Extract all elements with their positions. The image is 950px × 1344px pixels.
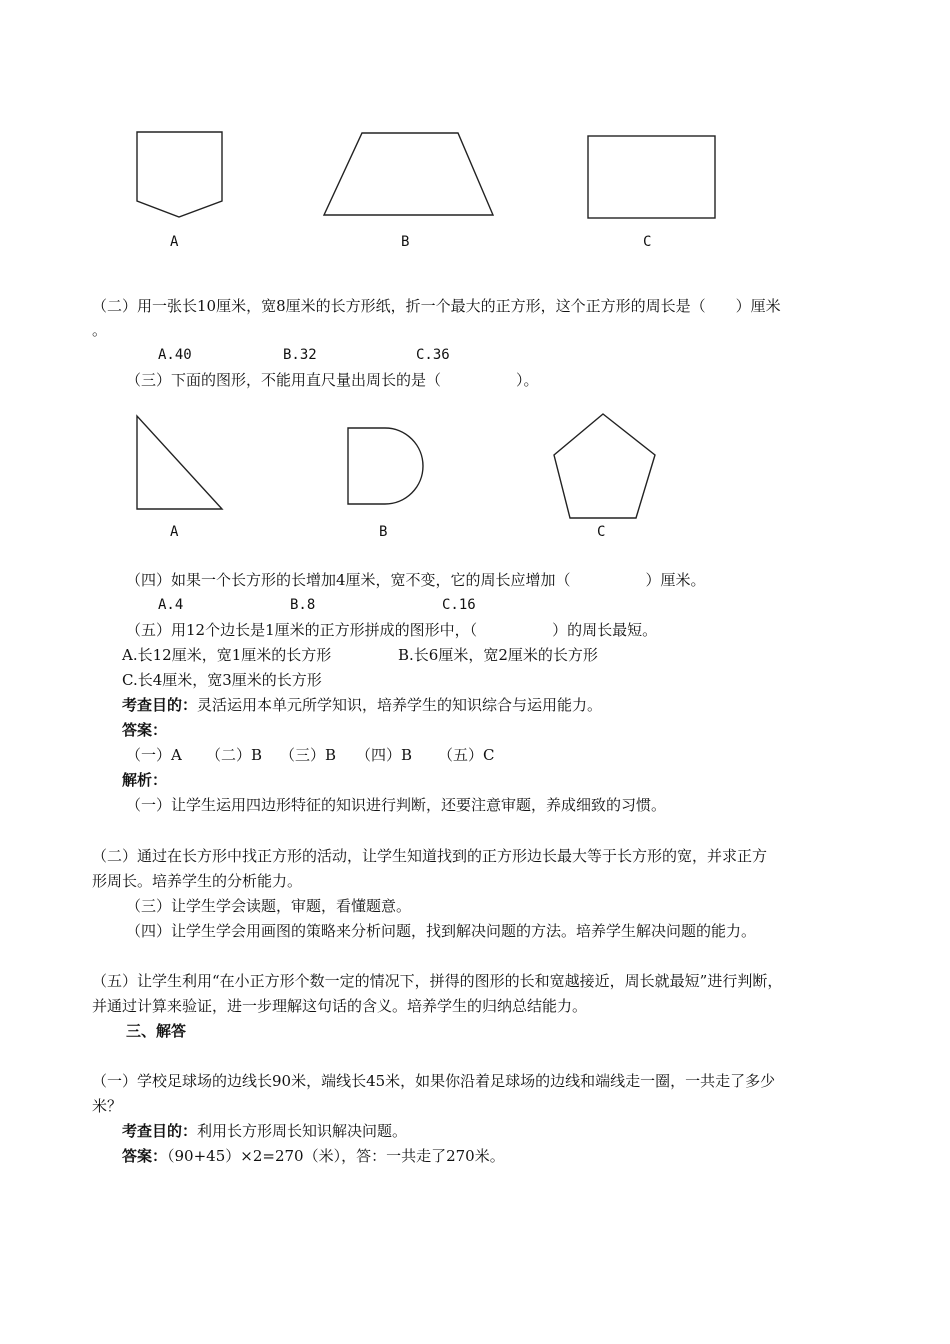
analysis-5-line-1: （五）让学生利用“在小正方形个数一定的情况下，拼得的图形的长和宽越接近，周长就最短”进行判断， [92,972,783,990]
analysis-5-line-2: 并通过计算来验证，进一步理解这句话的含义。培养学生的归纳总结能力。 [92,997,588,1015]
answer-label: 答案： [122,721,168,739]
purpose-text: 灵活运用本单元所学知识，培养学生的知识综合与运用能力。 [197,696,603,714]
figure-label-b: B [401,234,410,250]
question-4-option-b: B.8 [290,597,316,613]
question-4-option-a: A.4 [158,597,184,613]
figure-c-rectangle [582,130,722,225]
question-3-text: （三）下面的图形，不能用直尺量出周长的是（ ）。 [126,371,539,389]
figure-b-semicircle-shape [340,420,435,515]
figure-label-c: C [597,524,606,540]
question-5-option-b: B.长6厘米，宽2厘米的长方形 [398,646,598,664]
question-2-option-b: B.32 [283,347,317,363]
answer-item-3: （三）B [280,746,337,764]
answer-item-2: （二）B [206,746,263,764]
analysis-2-line-1: （二）通过在长方形中找正方形的活动，让学生知道找到的正方形边长最大等于长方形的宽，并求正方 [92,847,768,865]
analysis-3: （三）让学生学会读题，审题，看懂题意。 [126,897,412,915]
question-5-text: （五）用12个边长是1厘米的正方形拼成的图形中，（ ）的周长最短。 [126,621,658,639]
analysis-1: （一）让学生运用四边形特征的知识进行判断，还要注意审题，养成细致的习惯。 [126,796,667,814]
purpose-label: 考查目的： [122,696,198,714]
answer-item-1: （一）A [126,746,182,764]
question-4-text: （四）如果一个长方形的长增加4厘米，宽不变，它的周长应增加（ ）厘米。 [126,571,706,589]
question-4-option-c: C.16 [442,597,476,613]
answer-item-4: （四）B [356,746,413,764]
figure-label-a: A [170,524,179,540]
analysis-2-line-2: 形周长。培养学生的分析能力。 [92,872,303,890]
problem-1-purpose [122,1121,407,1141]
figure-c-pentagon [548,408,663,523]
question-2-option-a: A.40 [158,347,192,363]
analysis-4: （四）让学生学会用画图的策略来分析问题，找到解决问题的方法。培养学生解决问题的能力。 [126,922,757,940]
figure-label-b: B [379,524,388,540]
problem-1-answer [122,1146,505,1166]
figure-a-shield [130,125,230,225]
question-5-option-a: A.长12厘米，宽1厘米的长方形 [122,646,332,664]
purpose-label: 考查目的： [122,1122,198,1140]
figure-label-c: C [643,234,652,250]
problem-1-line-1: （一）学校足球场的边线长90米，端线长45米，如果你沿着足球场的边线和端线走一圈，一共走了多少 [92,1072,776,1090]
answer-text: （90+45）×2=270（米），答：一共走了270米。 [167,1147,505,1165]
figure-b-trapezoid [316,127,501,222]
figure-label-a: A [170,234,179,250]
section-title: 三、解答 [126,1022,187,1040]
answer-item-5: （五）C [438,746,495,764]
question-2-text: （二）用一张长10厘米，宽8厘米的长方形纸，折一个最大的正方形，这个正方形的周长是（ ）厘米 [92,297,781,315]
answer-label: 答案： [122,1147,168,1165]
purpose-line [122,695,602,715]
purpose-text: 利用长方形周长知识解决问题。 [197,1122,408,1140]
question-5-option-c: C.长4厘米，宽3厘米的长方形 [122,671,322,689]
question-2-option-c: C.36 [416,347,450,363]
question-2-cont: 。 [92,321,108,339]
figure-a-triangle [130,410,230,515]
problem-1-line-2: 米？ [92,1097,123,1115]
analysis-label: 解析： [122,771,168,789]
